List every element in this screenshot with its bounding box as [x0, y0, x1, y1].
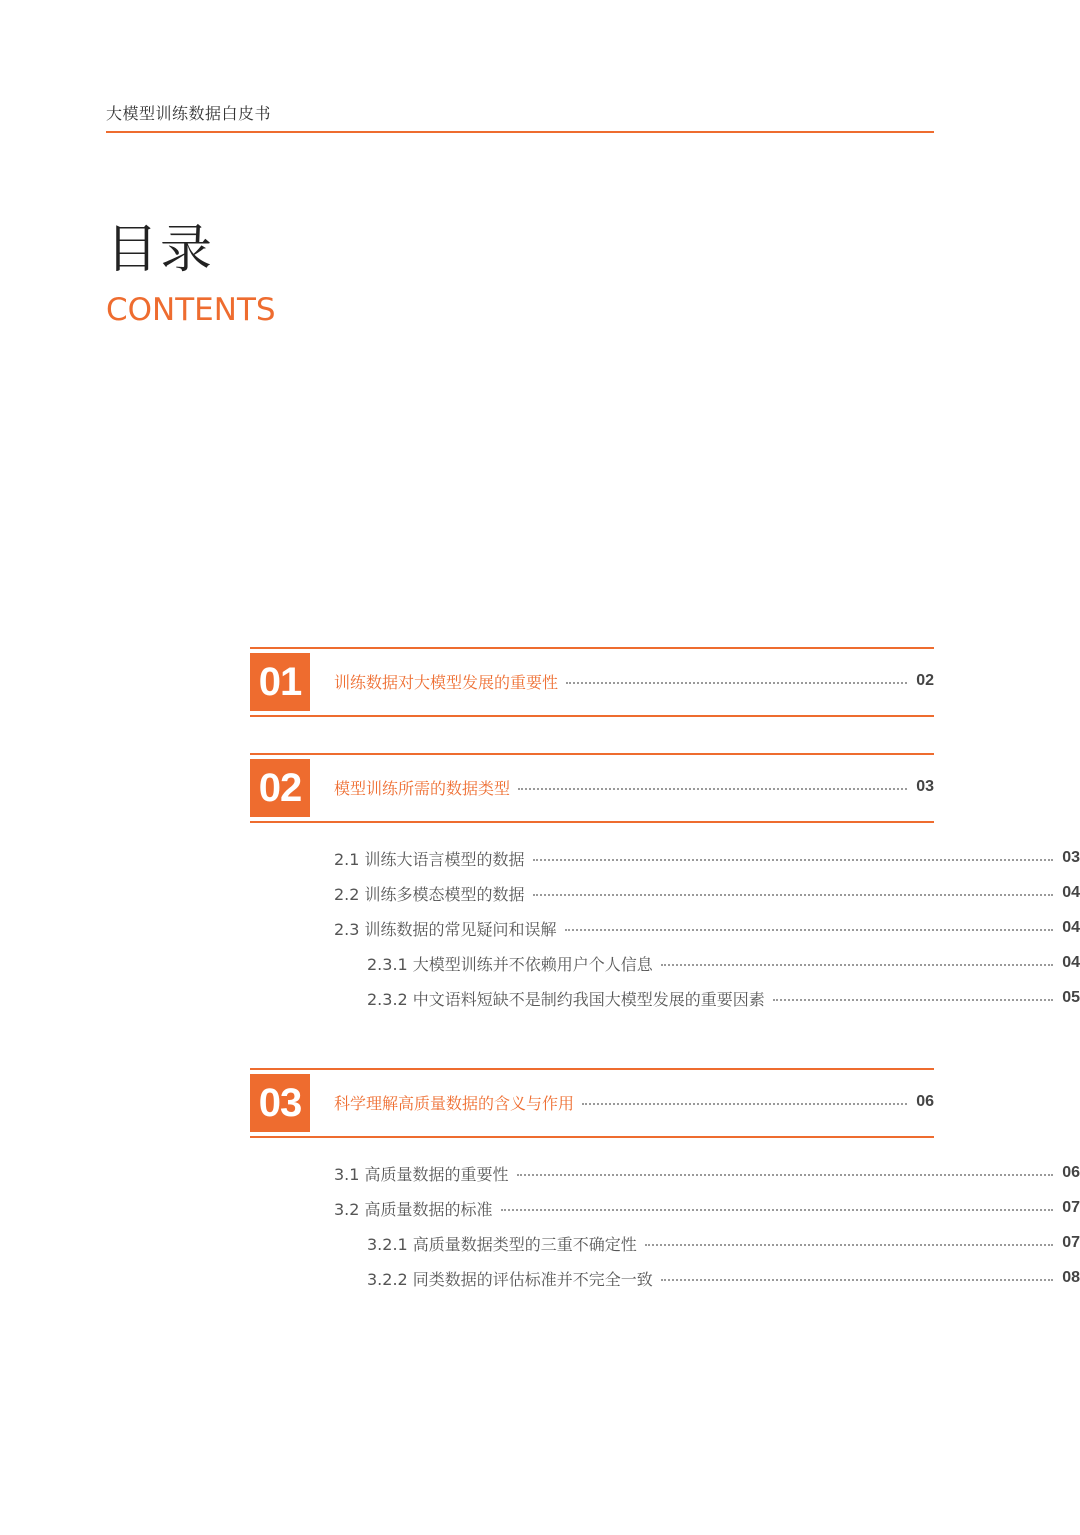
header-divider — [106, 131, 934, 133]
dot-leader — [517, 1174, 1053, 1176]
chapter-rule-bottom — [250, 715, 934, 717]
toc-entry-label: 训练数据对大模型发展的重要性 — [334, 672, 559, 692]
dot-leader — [533, 859, 1053, 861]
dot-leader — [565, 929, 1053, 931]
dot-leader — [645, 1244, 1053, 1246]
toc-entry-2-1[interactable] — [334, 847, 1080, 869]
toc-entry-2-3-1[interactable] — [367, 952, 1080, 974]
toc-page-number: 04 — [1062, 919, 1080, 936]
dot-leader — [501, 1209, 1053, 1211]
toc-entry-label: 模型训练所需的数据类型 — [334, 778, 511, 798]
dot-leader — [661, 1279, 1053, 1281]
toc-entry-label: 2.3 训练数据的常见疑问和误解 — [334, 919, 557, 939]
toc-page-number: 03 — [916, 778, 934, 795]
toc-entry-2-3[interactable] — [334, 917, 1080, 939]
toc-entry-2-3-2[interactable] — [367, 987, 1080, 1009]
toc-entry-3-1[interactable] — [334, 1162, 1080, 1184]
toc-page-number: 07 — [1062, 1199, 1080, 1216]
toc-chapter-02 — [250, 753, 934, 824]
toc-entry-3-2[interactable] — [334, 1197, 1080, 1219]
chapter-rule-bottom — [250, 1136, 934, 1138]
toc-entry-label: 2.3.1 大模型训练并不依赖用户个人信息 — [367, 954, 653, 974]
toc-chapter-03 — [250, 1068, 934, 1139]
chapter-number-badge: 02 — [250, 759, 310, 817]
toc-entry-chapter-1[interactable] — [334, 670, 934, 692]
chapter-rule-top — [250, 1068, 934, 1070]
toc-chapter-01 — [250, 647, 934, 718]
chapter-rule-top — [250, 647, 934, 649]
dot-leader — [661, 964, 1053, 966]
toc-page-number: 02 — [916, 672, 934, 689]
dot-leader — [518, 788, 907, 790]
toc-page-number: 06 — [1062, 1164, 1080, 1181]
toc-entry-label: 3.2.1 高质量数据类型的三重不确定性 — [367, 1234, 637, 1254]
contents-title-en: CONTENTS — [106, 292, 276, 328]
toc-page-number: 03 — [1062, 849, 1080, 866]
document-header-title: 大模型训练数据白皮书 — [106, 104, 272, 123]
chapter-number-badge: 01 — [250, 653, 310, 711]
toc-entry-label: 2.3.2 中文语料短缺不是制约我国大模型发展的重要因素 — [367, 989, 765, 1009]
toc-page-number: 07 — [1062, 1234, 1080, 1251]
chapter-rule-top — [250, 753, 934, 755]
toc-entry-label: 2.2 训练多模态模型的数据 — [334, 884, 525, 904]
toc-page-number: 08 — [1062, 1269, 1080, 1286]
toc-entry-label: 3.1 高质量数据的重要性 — [334, 1164, 509, 1184]
toc-entry-3-2-1[interactable] — [367, 1232, 1080, 1254]
contents-title-cn: 目录 — [106, 220, 215, 280]
dot-leader — [773, 999, 1053, 1001]
toc-entry-2-2[interactable] — [334, 882, 1080, 904]
toc-entry-label: 3.2.2 同类数据的评估标准并不完全一致 — [367, 1269, 653, 1289]
toc-page-number: 06 — [916, 1093, 934, 1110]
toc-entry-chapter-3[interactable] — [334, 1091, 934, 1113]
toc-entry-label: 3.2 高质量数据的标准 — [334, 1199, 493, 1219]
chapter-rule-bottom — [250, 821, 934, 823]
toc-entry-chapter-2[interactable] — [334, 776, 934, 798]
dot-leader — [582, 1103, 907, 1105]
dot-leader — [533, 894, 1053, 896]
toc-page-number: 04 — [1062, 884, 1080, 901]
toc-entry-label: 科学理解高质量数据的含义与作用 — [334, 1093, 575, 1113]
toc-entry-3-2-2[interactable] — [367, 1267, 1080, 1289]
dot-leader — [566, 682, 907, 684]
toc-entry-label: 2.1 训练大语言模型的数据 — [334, 849, 525, 869]
toc-page-number: 04 — [1062, 954, 1080, 971]
toc-page-number: 05 — [1062, 989, 1080, 1006]
chapter-number-badge: 03 — [250, 1074, 310, 1132]
